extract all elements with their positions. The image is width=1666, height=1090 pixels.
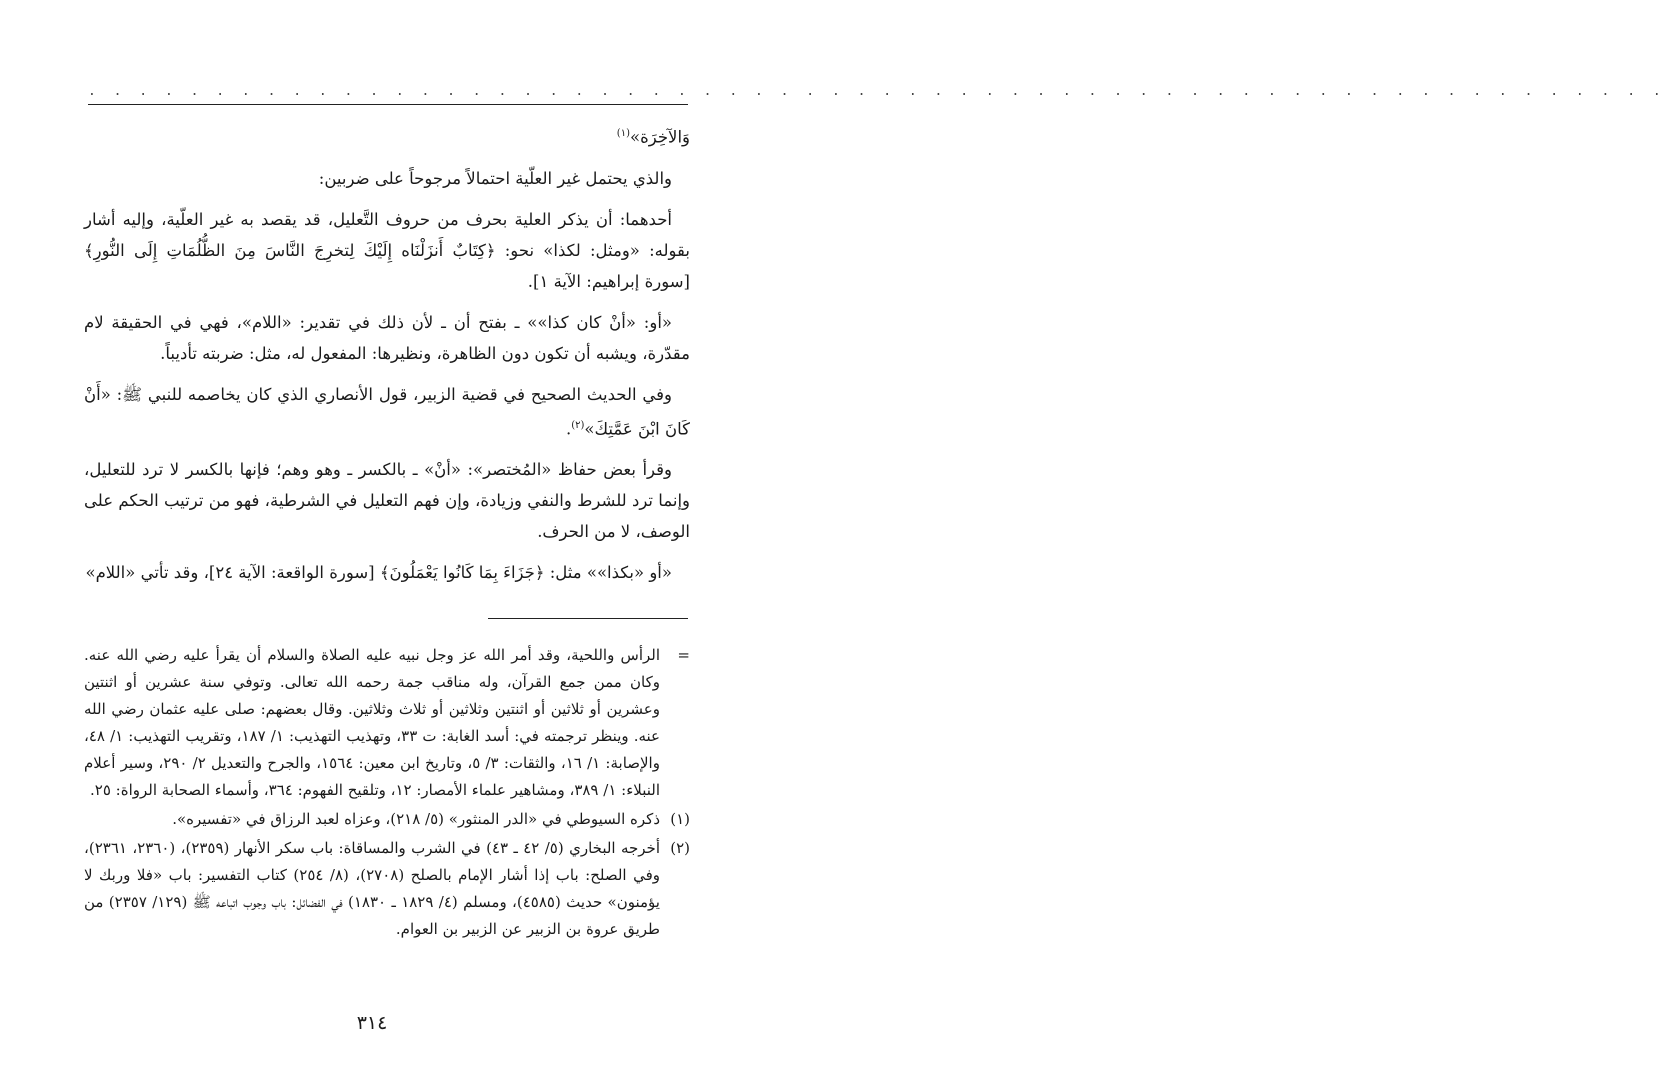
footnotes (84, 642, 690, 945)
footnote-mark: (١) (670, 810, 690, 828)
footnote-mark: (٢) (670, 839, 690, 857)
footnote-continuation (84, 642, 690, 804)
footnote-ref-2: (٢) (571, 419, 585, 431)
main-text (84, 118, 690, 598)
footnote-1 (84, 806, 690, 833)
page-number: ٣١٤ (356, 1012, 388, 1034)
paragraph-3: «أو: «أنْ كان كذا»» ـ بفتح أن ـ لأن ذلك في تقدير: «اللام»، فهي في الحقيقة لام مقدّرة، ويشبه أن تكون دون الظاهرة، ونظيرها: المفعول له، مثل: ضربته تأديباً. (84, 312, 690, 363)
paragraph-1: والذي يحتمل غير العلّية احتمالاً مرجوحاً على ضربين: (318, 168, 672, 188)
paragraph-4-text: وفي الحديث الصحيح في قضية الزبير، قول الأنصاري الذي كان يخاصمه للنبي ﷺ: «أَنْ كَانَ ابْنَ عَمَّتِكَ» (84, 384, 690, 438)
footnote-separator (488, 618, 688, 619)
decorative-dot-line: . . . . . . . . . . . . . . . . . . . . . . . . . . . . . . . . . . . . . . . . . . . . . . . . . . . . . . . . . . . . . . (88, 84, 1666, 99)
paragraph-4: وفي الحديث الصحيح في قضية الزبير، قول الأنصاري الذي كان يخاصمه للنبي ﷺ: «أَنْ كَانَ ابْنَ عَمَّتِكَ»$^{(٢)}$. (84, 384, 690, 438)
continuation-line (84, 118, 690, 153)
paragraph-6: «أو «بكذا»» مثل: ﴿جَزَاءَ بِمَا كَانُوا يَعْمَلُونَ﴾ [سورة الواقعة: الآية ٢٤]، وقد تأتي «اللام» (85, 563, 672, 582)
paragraph-5: وقرأ بعض حفاظ «المُختصر»: «أنْ» ـ بالكسر ـ وهو وهم؛ فإنها بالكسر لا ترد للتعليل، وإنما ترد للشرط والنفي وزيادة، وإن فهم التعليل في الشرطية، فهو من ترتيب الحكم على الوصف، لا من الحرف. (84, 460, 690, 541)
footnote-text: ذكره السيوطي في «الدر المنثور» (٥/ ٢١٨)، وعزاه لعبد الرزاق في «تفسيره». (172, 810, 660, 828)
footnote-2 (84, 835, 690, 943)
footnote-mark: = (677, 646, 690, 664)
paragraph-2: أحدهما: أن يذكر العلية بحرف من حروف التَّعليل، قد يقصد به غير العلّية، وإليه أشار بقوله: «ومثل: لكذا» نحو: ﴿كِتَابٌ أَنزَلْنَاه إِلَيْكَ لِتخرِجَ النَّاسَ مِنَ الظُّلُمَاتِ إِلَى النُّورِ﴾ [سورة إبراهيم: الآية ١]. (84, 209, 690, 291)
header-rule (88, 104, 688, 105)
footnote-text: الرأس واللحية، وقد أمر الله عز وجل نبيه عليه الصلاة والسلام أن يقرأ عليه رضي الله عنه. وكان ممن جمع القرآن، وله مناقب جمة رحمه الله تعالى. وتوفي سنة عشرين أو اثنتين وعشرين أو ثلاثين أو اثنتين وثلاثين أو ثلاث وثلاثين. وقال بعضهم: صلى عليه عثمان رضي الله عنه. وينظر ترجمته في: أسد الغابة: ت ٣٣، وتهذيب التهذيب: ١/ ١٨٧، وتقريب التهذيب: ١/ ٤٨، والإصابة: ١/ ١٦، والثقات: ٣/ ٥، وتاريخ ابن معين: ١٥٦٤، والجرح والتعديل ٢/ ٢٩٠، وسير أعلام النبلاء: ١/ ٣٨٩، ومشاهير علماء الأمصار: ١٢، وتلقيح الفهوم: ٣٦٤، وأسماء الصحابة الرواة: ٢٥. (84, 646, 660, 799)
footnote-text: أخرجه البخاري (٥/ ٤٢ ـ ٤٣) في الشرب والمساقاة: باب سكر الأنهار (٢٣٥٩)، (٢٣٦٠، ٢٣٦١)، وفي الصلح: باب إذا أشار الإمام بالصلح (٢٧٠٨)، (٨/ ٢٥٤) كتاب التفسير: باب «فلا وربك لا يؤمنون» حديث (٤٥٨٥)، ومسلم (٤/ ١٨٢٩ ـ ١٨٣٠) في الفضائل: باب وجوب اتباعه ﷺ (١٢٩/ ٢٣٥٧) من طريق عروة بن الزبير عن الزبير بن العوام. (84, 839, 660, 938)
continuation-text: وَالآخِرَة» (629, 127, 690, 147)
footnote-ref-1: (١) (616, 128, 630, 139)
